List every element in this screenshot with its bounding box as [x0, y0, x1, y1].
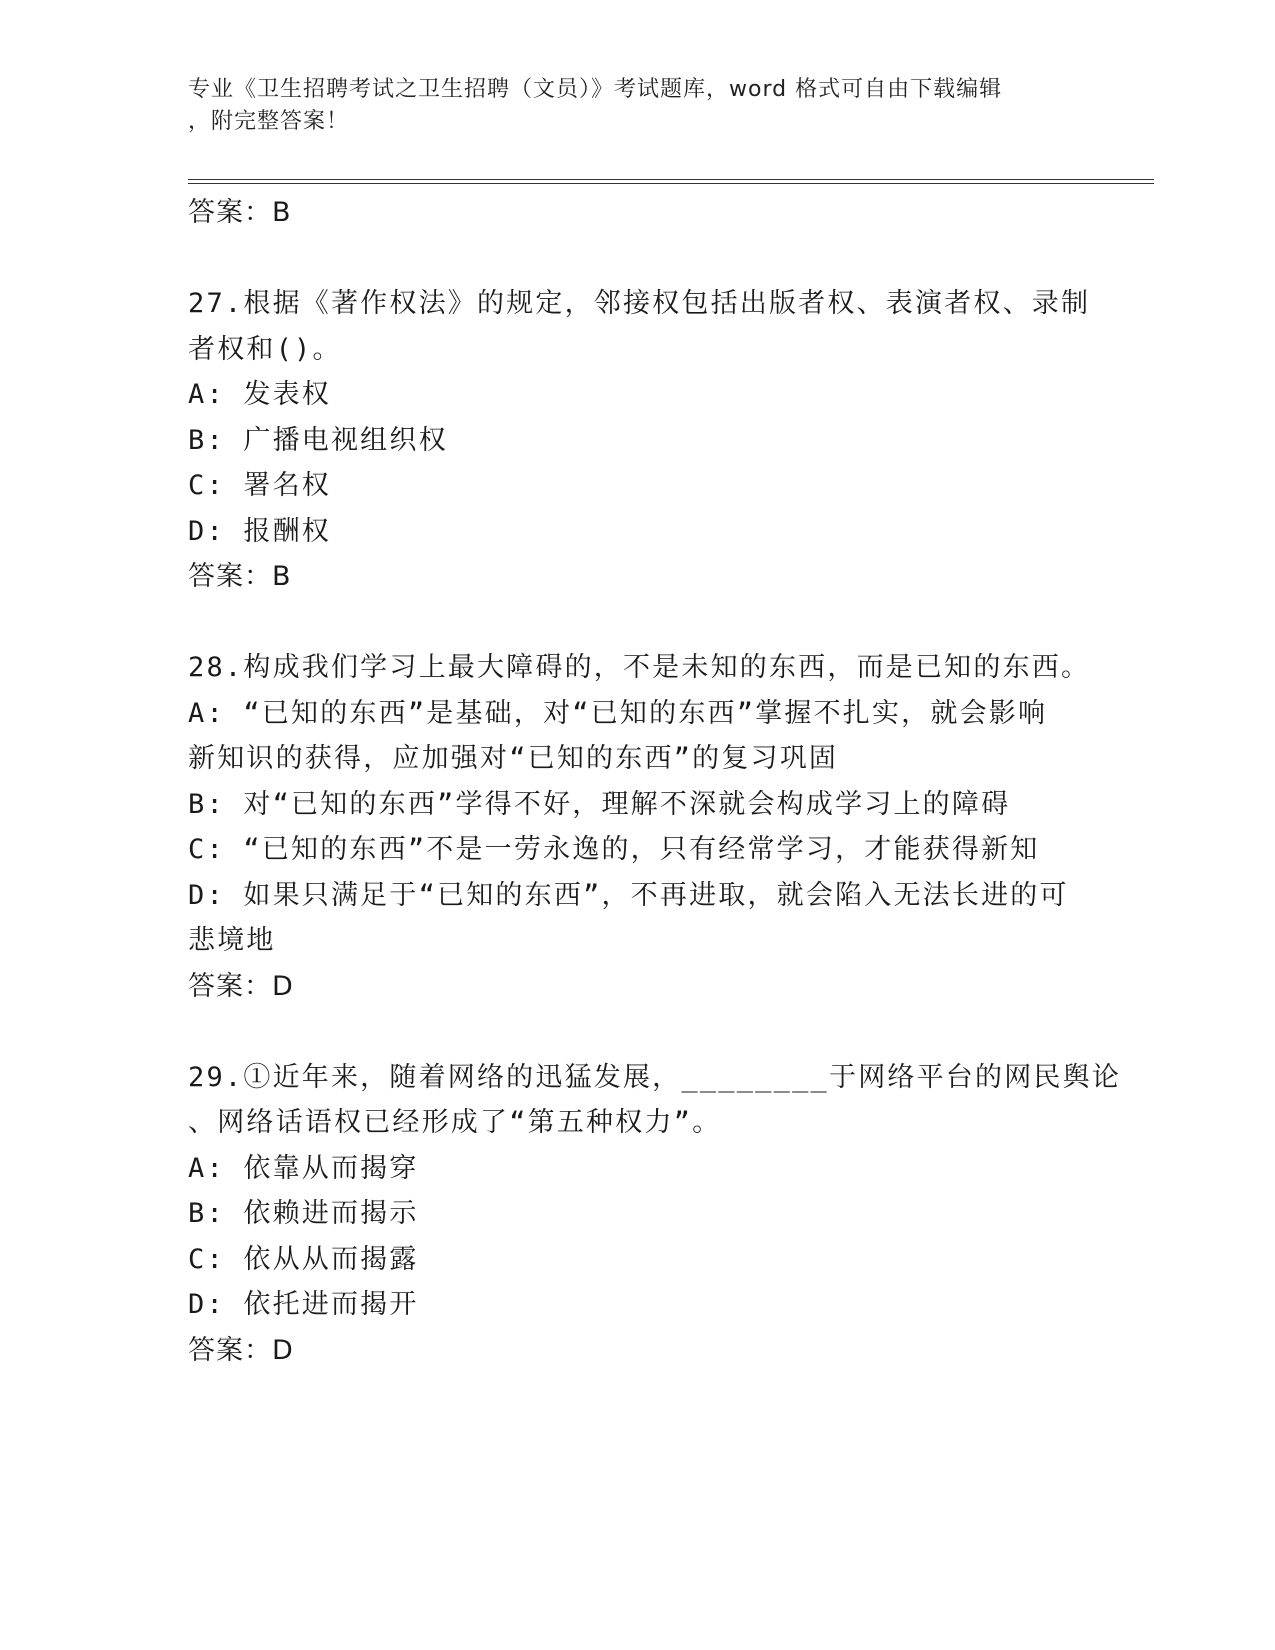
question-28-option-a-line-1: A: “已知的东西”是基础，对“已知的东西”掌握不扎实，就会影响: [188, 697, 1048, 729]
question-29-stem-line-1: 29.①近年来，随着网络的迅猛发展，________于网络平台的网民舆论: [188, 1061, 1122, 1093]
header-line-2: ，附完整答案！: [188, 109, 350, 134]
question-28-option-b: B: 对“已知的东西”学得不好，理解不深就会构成学习上的障碍: [188, 788, 1011, 820]
spacer: [188, 1009, 1088, 1055]
header-divider-top: [188, 179, 1154, 180]
question-29-option-c: C: 依从从而揭露: [188, 1243, 419, 1275]
question-29-option-a: A: 依靠从而揭穿: [188, 1152, 419, 1184]
question-27-option-c: C: 署名权: [188, 470, 331, 501]
question-27-option-b: B: 广播电视组织权: [188, 424, 448, 456]
question-27-option-a: A: 发表权: [188, 379, 331, 410]
question-27: [188, 281, 1091, 600]
question-29-answer: 答案：D: [188, 1334, 294, 1366]
question-27-answer: 答案：B: [188, 561, 292, 592]
question-29-stem-line-2: 、网络话语权已经形成了“第五种权力”。: [188, 1107, 722, 1138]
question-28-option-d-line-2: 悲境地: [188, 925, 276, 956]
question-28: [188, 645, 1091, 1009]
question-28-option-c: C: “已知的东西”不是一劳永逸的，只有经常学习，才能获得新知: [188, 834, 1040, 865]
question-28-answer: 答案：D: [188, 970, 294, 1002]
document-header: [188, 74, 1088, 138]
question-27-stem-line-2: 者权和()。: [188, 333, 342, 365]
question-28-option-a-line-2: 新知识的获得，应加强对“已知的东西”的复习巩固: [188, 743, 839, 774]
header-divider-bottom: [188, 183, 1154, 184]
spacer: [188, 236, 1088, 282]
question-27-option-d: D: 报酬权: [188, 515, 331, 547]
spacer: [188, 600, 1088, 646]
question-29: [188, 1055, 1122, 1374]
previous-answer: 答案：B: [188, 197, 292, 228]
question-content: [188, 190, 1122, 1373]
question-28-stem-line-1: 28.构成我们学习上最大障碍的，不是未知的东西，而是已知的东西。: [188, 652, 1091, 683]
header-line-1: 专业《卫生招聘考试之卫生招聘（文员）》考试题库，word 格式可自由下载编辑: [188, 77, 1003, 102]
question-28-option-d-line-1: D: 如果只满足于“已知的东西”，不再进取，就会陷入无法长进的可: [188, 879, 1069, 911]
question-29-option-d: D: 依托进而揭开: [188, 1289, 419, 1320]
question-27-stem-line-1: 27.根据《著作权法》的规定，邻接权包括出版者权、表演者权、录制: [188, 288, 1091, 319]
question-29-option-b: B: 依赖进而揭示: [188, 1198, 419, 1229]
